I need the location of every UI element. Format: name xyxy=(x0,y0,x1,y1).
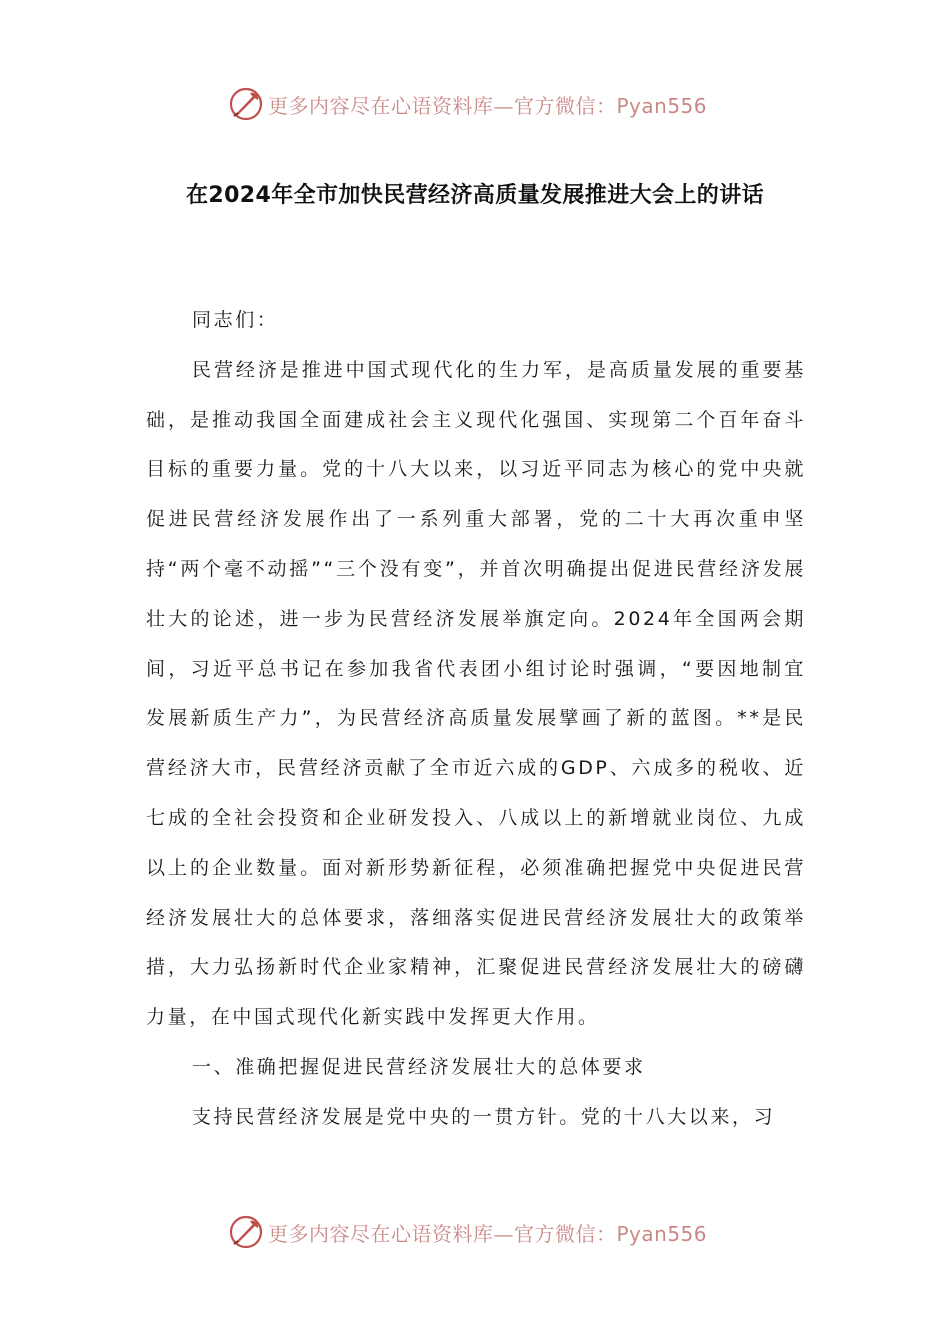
quill-pen-logo-icon xyxy=(228,1214,264,1250)
section-heading-1: 一、准确把握促进民营经济发展壮大的总体要求 xyxy=(192,1055,646,1078)
document-title: 在2024年全市加快民营经济高质量发展推进大会上的讲话 xyxy=(185,183,765,208)
wechat-id: Pyan556 xyxy=(616,93,708,118)
quill-pen-logo-icon xyxy=(228,86,264,122)
salutation: 同志们： xyxy=(192,309,279,331)
watermark-text: 更多内容尽在心语资料库—官方微信：Pyan556 xyxy=(268,93,708,118)
watermark-text: 更多内容尽在心语资料库—官方微信：Pyan556 xyxy=(268,1221,708,1246)
wechat-id: Pyan556 xyxy=(616,1221,708,1246)
paragraph-intro: 民营经济是推进中国式现代化的生力军，是高质量发展的重要基础，是推动我国全面建成社会主义现代化强国、实现第二个百年奋斗目标的重要力量。党的十八大以来，以习近平同志为核心的党中央就促进民营经济发展作出了一系列重大部署，党的二十大再次重申坚持“两个毫不动摇”“三个没有变”，并首次明确提出促进民营经济发展壮大的论述，进一步为民营经济发展举旗定向。2024年全国两会期间，习近平总书记在参加我省代表团小组讨论时强调，“要因地制宜发展新质生产力”，为民营经济高质量发展擘画了新的蓝图。**是民营经济大市，民营经济贡献了全市近六成的GDP、六成多的税收、近七成的全社会投资和企业研发投入、八成以上的新增就业岗位、九成以上的企业数量。面对新形势新征程，必须准确把握党中央促进民营经济发展壮大的总体要求，落细落实促进民营经济发展壮大的政策举措，大力弘扬新时代企业家精神，汇聚促进民营经济发展壮大的磅礴力量，在中国式现代化新实践中发挥更大作用。 xyxy=(146,358,806,1029)
header-watermark-banner xyxy=(228,84,707,124)
footer-watermark-banner xyxy=(228,1212,707,1252)
paragraph-section-1: 支持民营经济发展是党中央的一贯方针。党的十八大以来，习 xyxy=(192,1105,776,1128)
document-body xyxy=(146,296,806,1143)
